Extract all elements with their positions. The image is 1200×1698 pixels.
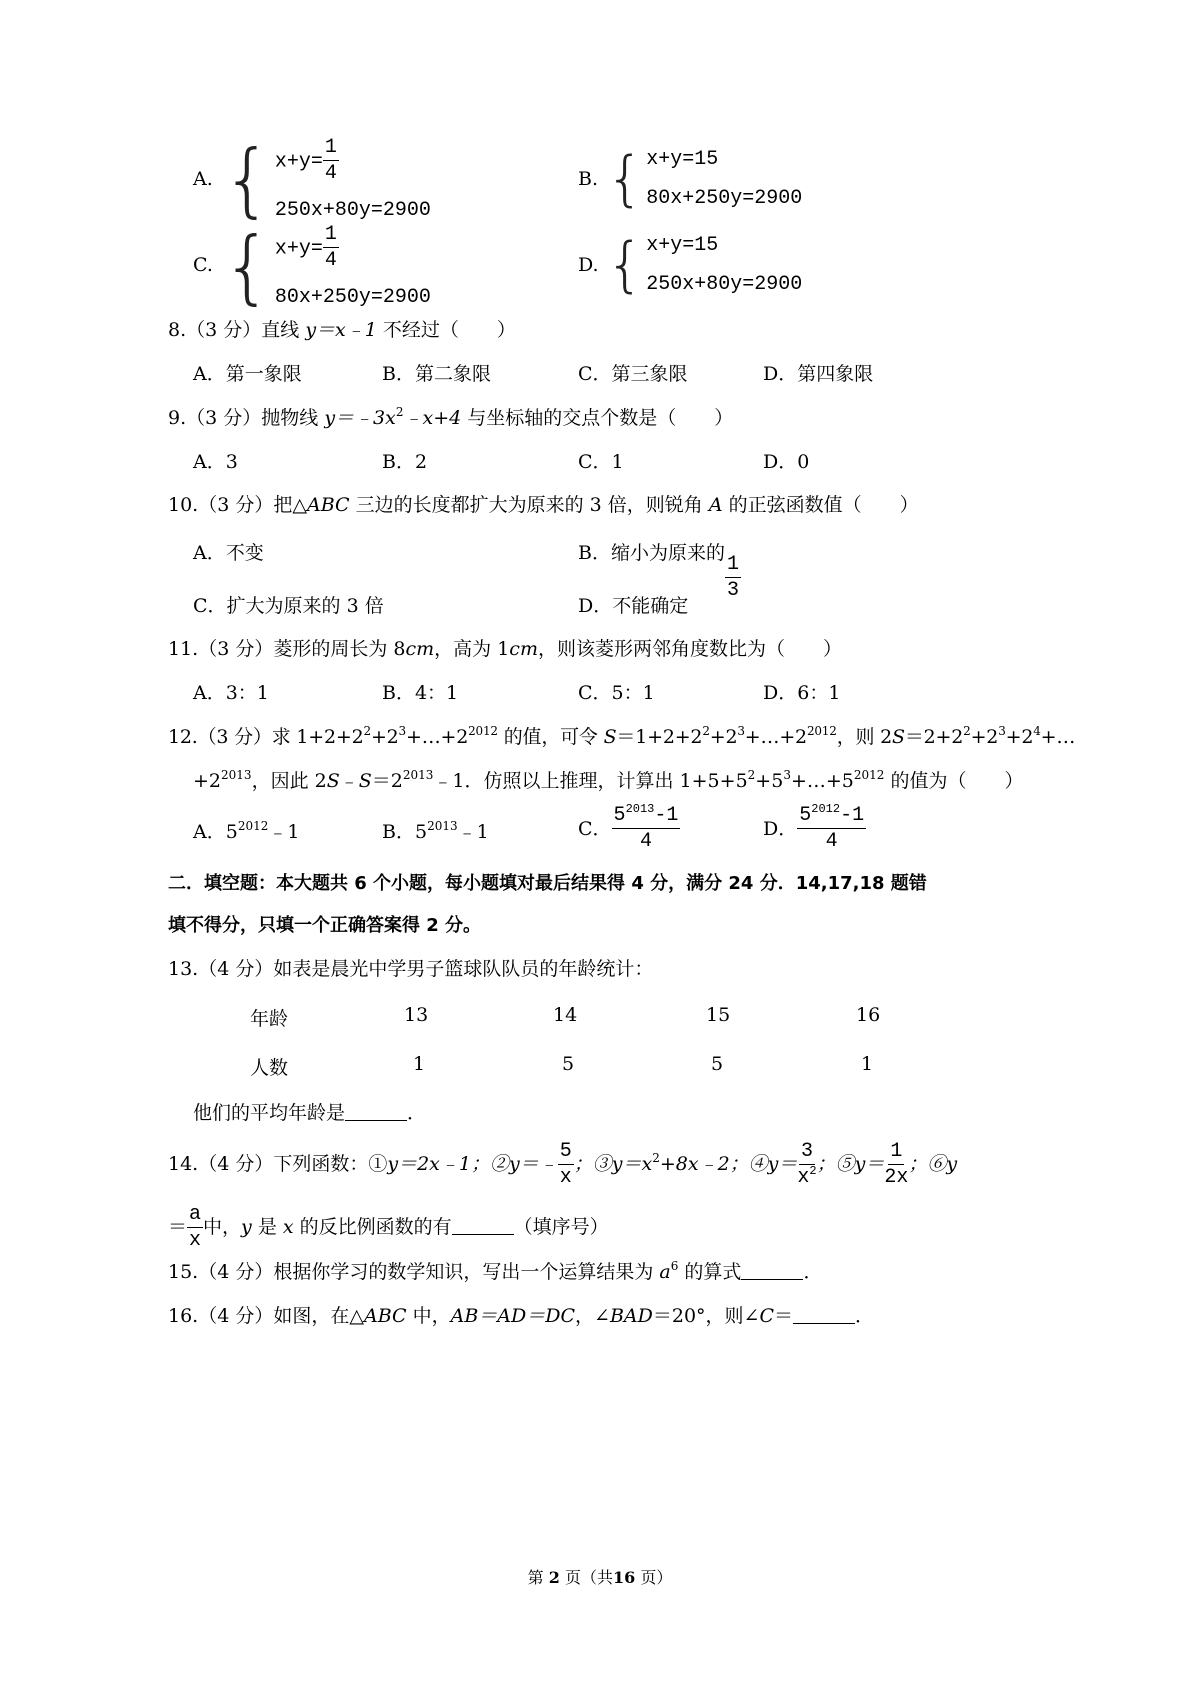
q10-option-b: B．缩小为原来的 $\frac{1}{3}$ [578,542,739,602]
q12-stem-line1: 12.（3 分）求 $1+2+2^2+2^3+\dots+2^{2012}$ 的值，可令 $S=1+2+2^2+2^3+\dots+2^{2012}$，则 $2S=2+2^2+2^3+2^4+\dots$ [168,724,1076,748]
q13-age-1: 13 [404,1004,429,1026]
q10-option-d: D．不能确定 [578,595,689,617]
q7-b-eq2: 80x+250y=2900 [646,187,803,210]
q7-option-d-system [606,230,803,300]
q9-option-c: C．1 [578,451,624,473]
q12-option-a: A．$5^{2012}﹣1$ [193,819,300,843]
q8-option-a: A．第一象限 [193,363,302,385]
q8-option-d: D．第四象限 [763,363,874,385]
q7-d-eq1: x+y=15 [646,234,719,257]
answer-blank [793,1305,855,1324]
left-brace-icon: { [606,230,645,300]
q7-option-a-system [222,133,431,226]
q12-option-c: C． $\frac{5^{2013}-1}{4}$ [578,802,679,853]
q13-count-2: 5 [562,1053,575,1075]
q13-stem: 13.（4 分）如表是晨光中学男子篮球队队员的年龄统计： [168,958,654,980]
q13-age-3: 15 [706,1004,731,1026]
q8-option-b: B．第二象限 [382,363,491,385]
q10-option-a: A．不变 [193,542,264,564]
q11-option-b: B．4：1 [382,682,459,704]
q7-option-c-label: C. [193,254,213,276]
q10-stem: 10.（3 分）把△ABC 三边的长度都扩大为原来的 3 倍，则锐角 A 的正弦函数值（ ） [168,494,919,516]
q13-row-age-label: 年龄 [250,1008,289,1030]
q7-option-b-label: B. [578,168,599,190]
answer-blank [345,1102,407,1121]
q9-option-b: B．2 [382,451,428,473]
q14-stem-line2: ＝ $\frac{a}{x}$ 中，y 是 x 的反比例函数的有 （填序号） [168,1203,609,1252]
q15-stem: 15.（4 分）根据你学习的数学知识，写出一个运算结果为 $a^6$ 的算式 ． [168,1259,823,1283]
answer-blank [741,1261,803,1280]
q13-question: 他们的平均年龄是 ． [193,1102,427,1124]
page-footer: 第 2 页（共16 页） [527,1568,673,1587]
q11-option-d: D．6：1 [763,682,841,704]
q7-option-b-system [606,144,803,214]
q16-stem: 16.（4 分）如图，在△ABC 中，AB＝AD＝DC，∠BAD＝20°，则∠C＝ ． [168,1305,875,1327]
q7-option-d-label: D. [578,254,599,276]
q12-stem-line2: $+2^{2013}$，因此 $2S﹣S=2^{2013}﹣1$．仿照以上推理，计算出 $1+5+5^2+5^3+\dots+5^{2012}$ 的值为（ ） [193,768,1024,792]
q13-age-2: 14 [553,1004,578,1026]
section2-heading-line2: 填不得分，只填一个正确答案得 2 分。 [168,915,482,936]
q13-age-4: 16 [856,1004,881,1026]
q7-option-c-system [222,220,431,313]
q12-option-d: D． $\frac{5^{2012}-1}{4}$ [763,802,865,853]
q7-a-eq2: 250x+80y=2900 [274,199,431,222]
q7-c-eq1: x+y= $\frac{1}{4}$ [274,223,337,272]
q9-option-a: A．3 [193,451,238,473]
left-brace-icon: { [222,133,273,226]
left-brace-icon: { [222,220,273,313]
q7-d-eq2: 250x+80y=2900 [646,273,803,296]
q13-count-1: 1 [413,1053,426,1075]
q11-stem: 11.（3 分）菱形的周长为 8cm，高为 1cm，则该菱形两邻角度数比为（ ） [168,638,842,660]
q10-option-c: C．扩大为原来的 3 倍 [193,595,384,617]
q7-a-eq1: x+y= $\frac{1}{4}$ [274,136,337,185]
q14-stem-line1: 14.（4 分）下列函数：①y＝2x﹣1；②y＝﹣ $\frac{5}{x}$ ；$③y=x^2+8x﹣2$；④y＝ $\frac{3}{x^2}$ ；⑤y＝ $\frac{1}{2x}$ ；⑥y [168,1140,958,1189]
q8-stem: 8.（3 分）直线 y＝x﹣1 不经过（ ） [168,319,516,341]
left-brace-icon: { [606,144,645,214]
q11-option-a: A．3：1 [193,682,269,704]
section2-heading-line1: 二．填空题：本大题共 6 个小题，每小题填对最后结果得 4 分，满分 24 分．14,17,18 题错 [168,873,927,894]
q13-row-count-label: 人数 [250,1057,289,1079]
q7-option-a-label: A. [193,168,213,190]
q7-b-eq1: x+y=15 [646,148,719,171]
q11-option-c: C．5：1 [578,682,655,704]
q13-count-3: 5 [711,1053,724,1075]
answer-blank [452,1216,514,1235]
q12-option-b: B．$5^{2013}﹣1$ [382,819,489,843]
q13-count-4: 1 [861,1053,874,1075]
q9-stem: 9.（3 分）抛物线 $y=﹣3x^2﹣x+4$ 与坐标轴的交点个数是（ ） [168,405,734,429]
q9-option-d: D．0 [763,451,810,473]
q8-option-c: C．第三象限 [578,363,688,385]
q7-c-eq2: 80x+250y=2900 [274,286,431,309]
